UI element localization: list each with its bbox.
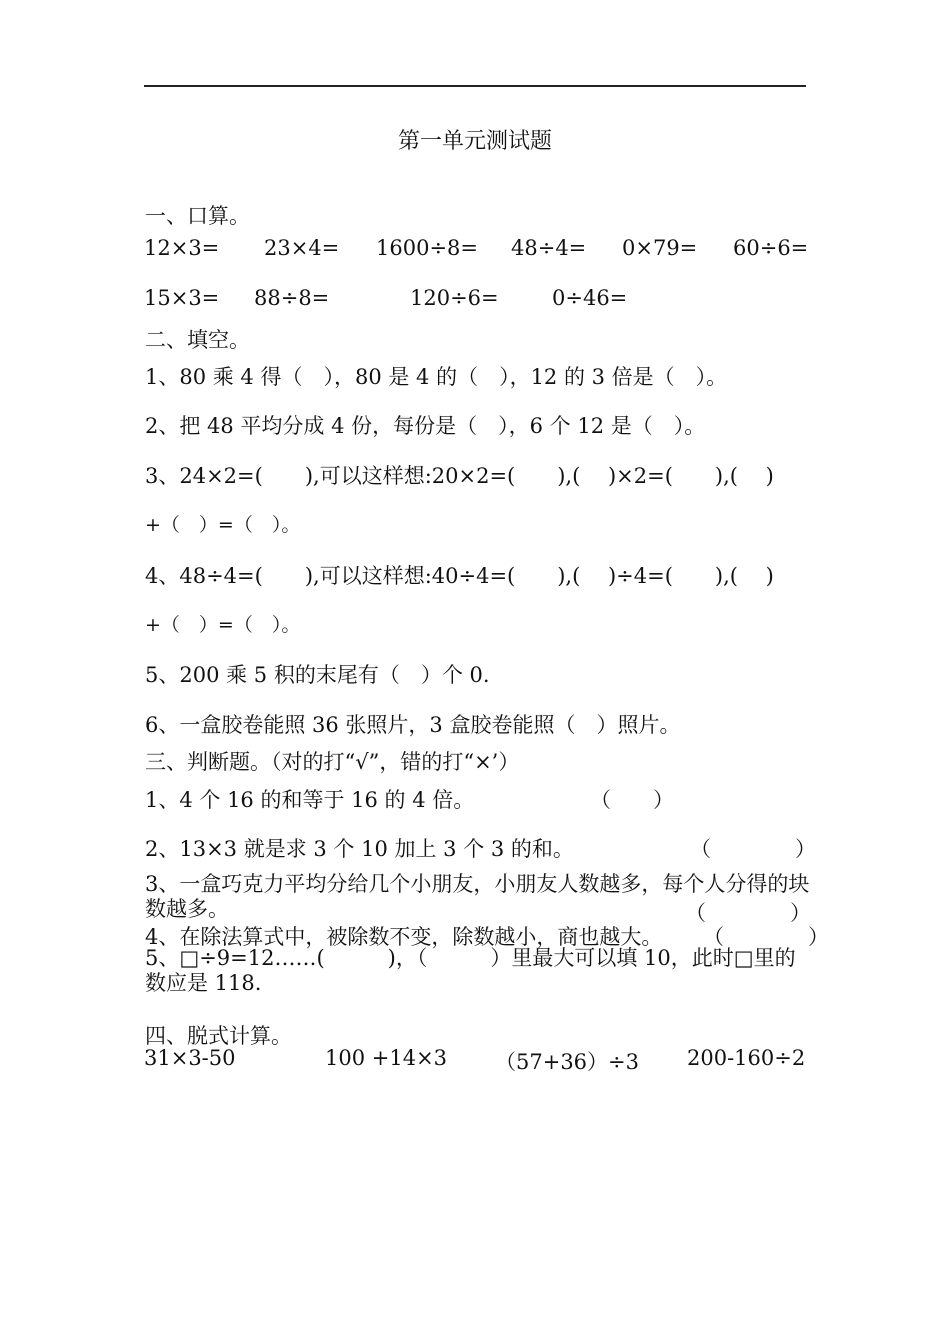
fill-question-4: 4、48÷4=( ),可以这样想:40÷4=( ),( )÷4=( ),( )	[145, 564, 774, 588]
calc-item: 31×3-50	[144, 1046, 236, 1070]
oral-calc-item: 48÷4=	[511, 236, 587, 260]
judge-question-4: 4、在除法算式中，被除数不变，除数越小，商也越大。	[145, 925, 663, 949]
answer-paren: （ ）	[703, 925, 829, 949]
section2-heading: 二、填空。	[145, 328, 250, 352]
answer-paren: （ ）	[590, 788, 674, 812]
calc-item: （57+36）÷3	[495, 1050, 639, 1074]
fill-question-5: 5、200 乘 5 积的末尾有（ ）个 0.	[145, 663, 490, 687]
oral-calc-item: 0×79=	[622, 236, 698, 260]
section1-heading: 一、口算。	[145, 204, 250, 228]
fill-question-3: 3、24×2=( ),可以这样想:20×2=( ),( )×2=( ),( )	[145, 464, 774, 488]
judge-question-3-text: 3、一盒巧克力平均分给几个小朋友，小朋友人数越多，每个人分得的块数越多。	[145, 872, 810, 921]
oral-calc-item: 0÷46=	[552, 286, 628, 310]
oral-calc-item: 23×4=	[264, 236, 340, 260]
oral-calc-item: 60÷6=	[733, 236, 809, 260]
fill-question-4-continued: +（ ）=（ ）。	[145, 614, 301, 636]
section3-heading: 三、判断题。（对的打“√”，错的打“×’）	[145, 750, 520, 774]
judge-question-5	[145, 946, 810, 996]
header-rule	[144, 85, 806, 87]
oral-calc-item: 12×3=	[144, 236, 220, 260]
judge-question-1: 1、4 个 16 的和等于 16 的 4 倍。	[145, 788, 475, 812]
section4-heading: 四、脱式计算。	[145, 1024, 292, 1048]
fill-question-3-continued: +（ ）=（ ）。	[145, 514, 301, 536]
calc-item: 100 +14×3	[325, 1046, 448, 1070]
fill-question-6: 6、一盒胶卷能照 36 张照片，3 盒胶卷能照（ ）照片。	[145, 713, 681, 737]
oral-calc-item: 15×3=	[144, 286, 220, 310]
answer-paren: （ ）	[690, 837, 816, 861]
page-title: 第一单元测试题	[397, 129, 552, 154]
judge-question-5-text: 5、□÷9=12……( )，（ ）里最大可以填 10，此时□里的数应是 118.	[145, 946, 796, 995]
oral-calc-item: 88÷8=	[254, 286, 330, 310]
fill-question-1: 1、80 乘 4 得（ ），80 是 4 的（ ），12 的 3 倍是（ ）。	[145, 365, 728, 389]
oral-calc-item: 120÷6=	[410, 286, 499, 310]
fill-question-2: 2、把 48 平均分成 4 份，每份是（ ），6 个 12 是（ ）。	[145, 414, 706, 438]
calc-item: 200-160÷2	[687, 1046, 806, 1070]
judge-question-2: 2、13×3 就是求 3 个 10 加上 3 个 3 的和。	[145, 837, 574, 861]
answer-paren: （ ）	[685, 901, 811, 925]
oral-calc-item: 1600÷8=	[376, 236, 478, 260]
